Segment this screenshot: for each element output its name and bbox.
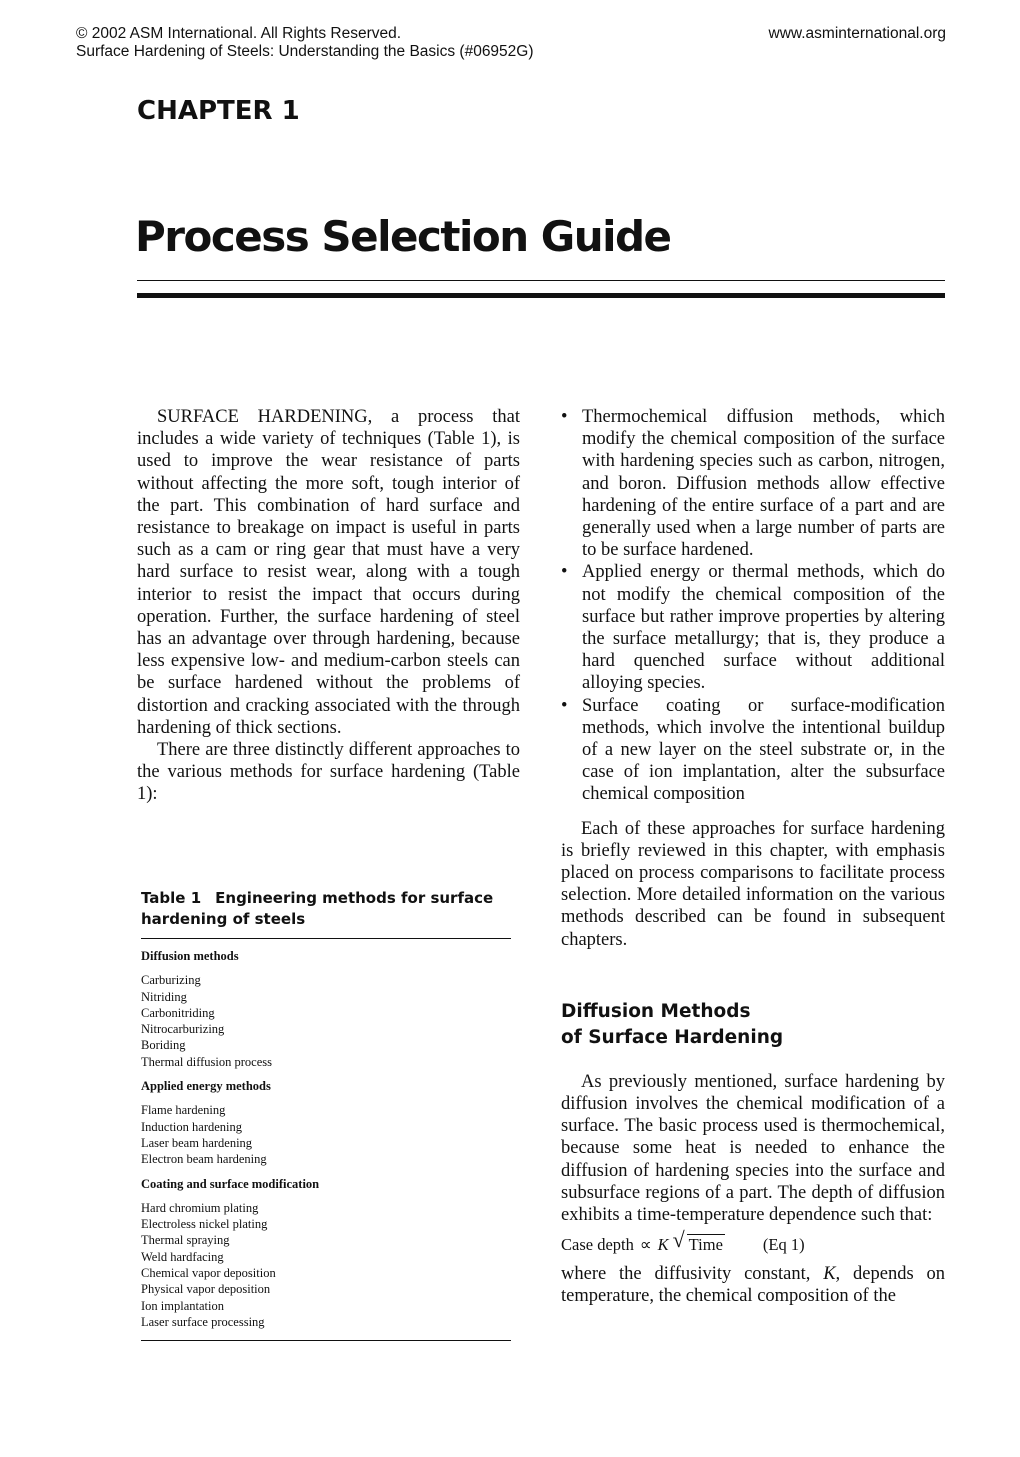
diffusion-paragraph: As previously mentioned, surface hardening by diffusion involves the chemical modification of a surface. The basic process used is thermochemical, because some heat is needed to enhance the diffusion of hardening species into the surface and subsurface regions of a part. The depth of diffusion exhibits a time-temperature dependence such that: (561, 1071, 945, 1226)
table-item: Weld hardfacing (141, 1249, 224, 1264)
table-item: Thermal diffusion process (141, 1054, 272, 1069)
list-item-text: Applied energy or thermal methods, which do not modify the chemical composition of the surface but rather improve properties by altering the surface metallurgy; that is, they produce a hard quenched surface without additional alloying species. (582, 562, 945, 694)
left-column (137, 406, 520, 806)
table-item: Carburizing (141, 973, 201, 988)
bullet-icon: • (561, 695, 568, 716)
table-caption-text: Engineering methods for surface hardening of steels (141, 889, 494, 928)
table-section-heading: Diffusion methods (141, 949, 239, 963)
square-root (672, 1227, 725, 1256)
table-item: Chemical vapor deposition (141, 1266, 276, 1281)
table-item: Laser surface processing (141, 1314, 265, 1329)
table-item: Thermal spraying (141, 1233, 230, 1248)
after-eq-constant: K, (823, 1263, 841, 1284)
approaches-list (561, 406, 945, 806)
header-url: www.asminternational.org (768, 25, 946, 42)
table-item: Hard chromium plating (141, 1200, 259, 1215)
table-section-heading: Applied energy methods (141, 1079, 271, 1094)
table-item: Carbonitriding (141, 1005, 215, 1020)
approaches-intro-paragraph: There are three distinctly different approaches to the various methods for surface hardening (Table 1): (137, 740, 520, 805)
bullet-icon: • (561, 562, 568, 583)
equation-label: (Eq 1) (762, 1235, 805, 1255)
list-item (561, 406, 945, 561)
table-item: Nitrocarburizing (141, 1022, 225, 1037)
table-item: Laser beam hardening (141, 1135, 253, 1150)
chapter-label: CHAPTER 1 (137, 96, 300, 126)
list-item (561, 695, 945, 806)
table-1 (141, 888, 511, 1341)
table-bottom-rule (141, 1340, 511, 1341)
after-eq-text-2: depends on temperature, the chemical composition of the (561, 1263, 946, 1306)
list-item-text: Thermochemical diffusion methods, which modify the chemical composition of the surface with hardening species such as carbon, nitrogen, and boron. Diffusion methods allow effective hardening of the entire surface of a part and are generally used when a large number of parts are to be surface hardened. (582, 407, 945, 561)
radical-icon: √ (672, 1227, 685, 1253)
chapter-title: Process Selection Guide (135, 212, 671, 261)
equation-lhs: Case depth (561, 1235, 634, 1255)
table-item: Nitriding (141, 989, 187, 1004)
table-caption (141, 888, 511, 930)
title-rule-thick (137, 293, 945, 298)
title-rule-thin (137, 280, 945, 281)
after-equation-paragraph (561, 1263, 945, 1307)
section-heading: Diffusion Methods (561, 1000, 751, 1022)
table-number: Table 1 (141, 889, 202, 907)
intro-paragraph: SURFACE HARDENING, a process that includes a wide variety of techniques (Table 1), is used to improve the wear resistance of parts without affecting the more soft, tough interior of the part. This combination of hard surface and resistance to breakage on impact is useful in parts such as a cam or ring gear that must have a very hard surface to resist wear, along with a tough interior to resist the impact that occurs during operation. Further, the surface hardening of steel has an advantage over through hardening, because less expensive low- and medium-carbon steels can be surface hardened without the problems of distortion and cracking associated with the through hardening of thick sections. (137, 407, 520, 738)
equation-1 (561, 1227, 945, 1256)
header-copyright: © 2002 ASM International. All Rights Reserved. (76, 25, 402, 42)
table-item: Boriding (141, 1038, 186, 1053)
list-item-text: Surface coating or surface-modification methods, which involve the intentional buildup of a new layer on the steel substrate or, in the case of ion implantation, alter the subsurface chemical composition (582, 695, 945, 805)
table-item: Electroless nickel plating (141, 1217, 268, 1232)
table-item: Physical vapor deposition (141, 1282, 271, 1297)
right-column (561, 406, 945, 1307)
table-item: Flame hardening (141, 1103, 226, 1118)
table-section-heading: Coating and surface modification (141, 1176, 320, 1191)
proportional-icon: ∝ (639, 1235, 652, 1255)
bullet-icon: • (561, 407, 568, 427)
table-item: Induction hardening (141, 1119, 243, 1134)
equation-constant: K (657, 1235, 669, 1255)
equation-radicand: Time (688, 1235, 723, 1255)
header-book-title: Surface Hardening of Steels: Understanding the Basics (#06952G) (76, 43, 534, 60)
table-item: Electron beam hardening (141, 1152, 267, 1167)
list-item (561, 561, 945, 694)
table-item: Ion implantation (141, 1298, 224, 1313)
section-heading-line2: of Surface Hardening (561, 1026, 784, 1048)
summary-paragraph: Each of these approaches for surface hardening is briefly reviewed in this chapter, with emphasis placed on process comparisons to facilitate process selection. More detailed information on the various methods described can be found in subsequent chapters. (561, 818, 945, 950)
after-eq-text: where the diffusivity constant, (561, 1263, 811, 1284)
